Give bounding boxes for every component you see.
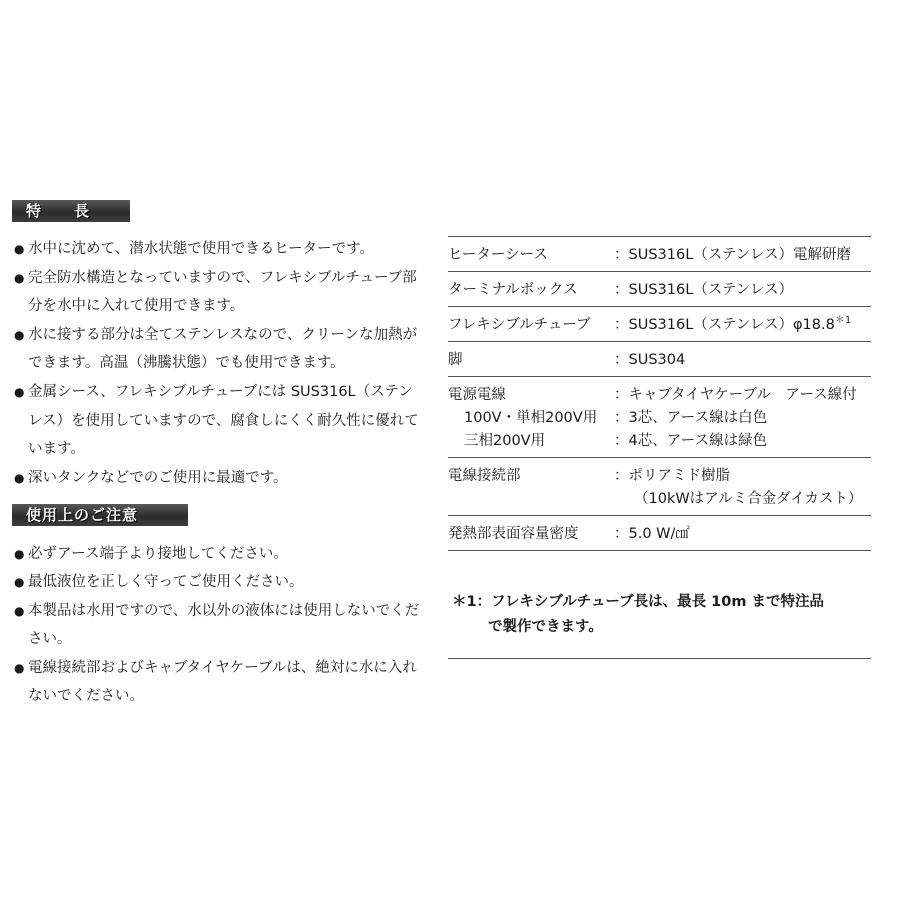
bullet-icon: ● [14, 270, 25, 285]
divider [448, 658, 871, 659]
spec-value [614, 272, 871, 307]
note-text: 必ずアース端子より接地してください。 [28, 546, 288, 562]
spec-sub-value: ：4芯、アース線は緑色 [614, 433, 768, 449]
notes-header-label: 使用上のご注意 [26, 506, 139, 524]
spec-value [614, 342, 871, 377]
list-item [14, 597, 424, 654]
features-header [12, 200, 130, 222]
spec-label-text: フレキシブルチューブ [448, 317, 591, 333]
spec-table [448, 236, 871, 551]
table-row [448, 272, 871, 307]
features-list [14, 235, 424, 492]
list-item [14, 654, 424, 711]
spec-label-text: ヒーターシース [448, 247, 548, 263]
spec-value-text: ：ポリアミド樹脂 [614, 468, 730, 484]
spec-value [614, 307, 871, 342]
spec-value [614, 377, 871, 458]
footnote [452, 590, 872, 640]
note-text: 本製品は水用ですので、水以外の液体には使用しないでください。 [28, 602, 420, 648]
list-item [14, 540, 424, 568]
list-item [14, 264, 424, 321]
spec-label [448, 516, 614, 551]
spec-label-text: 発熱部表面容量密度 [448, 526, 579, 542]
spec-label [448, 342, 614, 377]
list-item [14, 568, 424, 596]
spec-label-text: 脚 [448, 352, 463, 368]
features-header-label: 特 長 [26, 202, 91, 220]
spec-value-text: ：キャブタイヤケーブル アース線付 [614, 387, 857, 403]
footnote-line-1: ＊1：フレキシブルチューブ長は、最長 10m まで特注品 [452, 594, 825, 610]
note-text: 電線接続部およびキャブタイヤケーブルは、絶対に水に入れないでください。 [28, 659, 417, 705]
list-item [14, 235, 424, 264]
spec-label-text: 電源電線 [448, 387, 506, 403]
table-row [448, 307, 871, 342]
feature-text: 水中に沈めて、潜水状態で使用できるヒーターです。 [28, 241, 374, 257]
spec-value-text: ：SUS316L（ステンレス）電解研磨 [614, 247, 851, 263]
notes-header [12, 504, 188, 526]
spec-label-text: 電線接続部 [448, 468, 521, 484]
spec-sub-label: 100V・単相200V用 [464, 410, 598, 426]
feature-text: 完全防水構造となっていますので、フレキシブルチューブ部分を水中に入れて使用できます。 [28, 269, 417, 315]
note-text: 最低液位を正しく守ってご使用ください。 [28, 574, 304, 591]
bullet-icon: ● [14, 603, 25, 618]
bullet-icon: ● [14, 547, 25, 561]
feature-text: 金属シース、フレキシブルチューブには SUS316L（ステンレス）を使用していますので、腐食しにくく耐久性に優れています。 [28, 383, 419, 458]
spec-label [448, 237, 614, 272]
spec-sub-value: ：3芯、アース線は白色 [614, 410, 768, 426]
bullet-icon: ● [14, 242, 25, 256]
spec-label [448, 272, 614, 307]
bullet-icon: ● [14, 327, 25, 342]
list-item [14, 464, 424, 493]
spec-value-text: ：5.0 W/㎠ [614, 526, 690, 542]
table-row [448, 516, 871, 551]
spec-value-text: ：SUS316L（ステンレス） [614, 282, 793, 298]
bullet-icon: ● [14, 575, 25, 590]
spec-value-text-2: （10kWはアルミ合金ダイカスト） [634, 491, 863, 507]
spec-label-text: ターミナルボックス [448, 282, 578, 298]
notes-list [14, 540, 424, 710]
footnote-line-2: で製作できます。 [488, 619, 603, 635]
spec-value-text: ：SUS316L（ステンレス）φ18.8 [614, 317, 835, 333]
table-row [448, 458, 871, 516]
bullet-icon: ● [14, 660, 25, 675]
spec-value [614, 458, 871, 516]
spec-label [448, 307, 614, 342]
spec-value [614, 237, 871, 272]
bullet-icon: ● [14, 470, 25, 485]
feature-text: 水に接する部分は全てステンレスなので、クリーンな加熱ができます。高温（沸騰状態）でも使用できます。 [28, 326, 418, 372]
spec-label [448, 377, 614, 458]
spec-sub-label: 三相200V用 [464, 433, 546, 449]
table-row [448, 237, 871, 272]
feature-text: 深いタンクなどでのご使用に最適です。 [28, 469, 288, 486]
list-item [14, 321, 424, 378]
table-row [448, 377, 871, 458]
spec-value-line [614, 314, 871, 337]
table-row [448, 342, 871, 377]
footnote-ref: ＊1 [834, 315, 852, 327]
spec-value-text: ：SUS304 [614, 352, 686, 368]
spec-label [448, 458, 614, 516]
list-item [14, 378, 424, 464]
bullet-icon: ● [14, 384, 25, 399]
spec-value [614, 516, 871, 551]
